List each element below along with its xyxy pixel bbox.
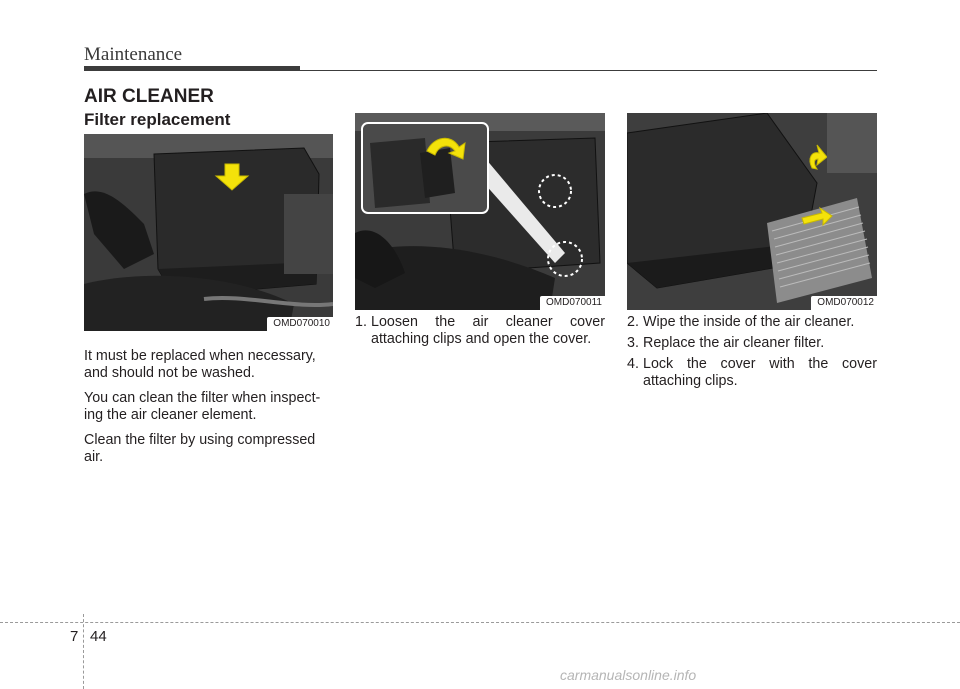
figure-filter-replacement <box>627 113 877 310</box>
engine-bay-image-2 <box>355 113 605 310</box>
step-text: Replace the air cleaner filter. <box>643 335 825 351</box>
footer-divider <box>83 614 84 689</box>
chapter-number: 7 <box>70 628 79 645</box>
header-rule-thin <box>300 70 877 71</box>
figure-air-cleaner-location <box>84 134 333 331</box>
step-item <box>355 314 605 348</box>
figure-code: OMD070012 <box>811 296 877 310</box>
page-title: AIR CLEANER <box>84 86 214 107</box>
engine-bay-image-3 <box>627 113 877 310</box>
footer-rule <box>0 622 960 623</box>
watermark: carmanualsonline.info <box>560 667 697 683</box>
step-number: 1. <box>355 314 367 330</box>
engine-bay-image-1 <box>84 134 333 331</box>
step-number: 3. <box>627 335 639 351</box>
header-rule-thick <box>84 66 300 71</box>
step-item <box>627 356 877 390</box>
step-item <box>627 335 877 352</box>
step-number: 4. <box>627 356 639 372</box>
paragraph: It must be replaced when necessary, and should not be washed. <box>84 348 316 381</box>
step-item <box>627 314 877 331</box>
section-header: Maintenance <box>84 44 183 65</box>
figure-code: OMD070010 <box>267 317 333 331</box>
intro-paragraphs <box>84 348 335 474</box>
steps-column-right <box>627 314 877 394</box>
paragraph: You can clean the filter when inspect- ing the air cleaner element. <box>84 390 321 423</box>
step-text: Loosen the air cleaner cover attaching clips and open the cover. <box>371 314 605 347</box>
page-number: 44 <box>90 628 107 645</box>
steps-column-middle <box>355 314 605 352</box>
step-text: Lock the cover with the cover attaching clips. <box>643 356 877 389</box>
step-text: Wipe the inside of the air cleaner. <box>643 314 855 330</box>
figure-code: OMD070011 <box>540 296 605 310</box>
section-subtitle: Filter replacement <box>84 110 231 129</box>
paragraph: Clean the filter by using compressed air. <box>84 432 316 465</box>
figure-cover-clips <box>355 113 605 310</box>
step-number: 2. <box>627 314 639 330</box>
